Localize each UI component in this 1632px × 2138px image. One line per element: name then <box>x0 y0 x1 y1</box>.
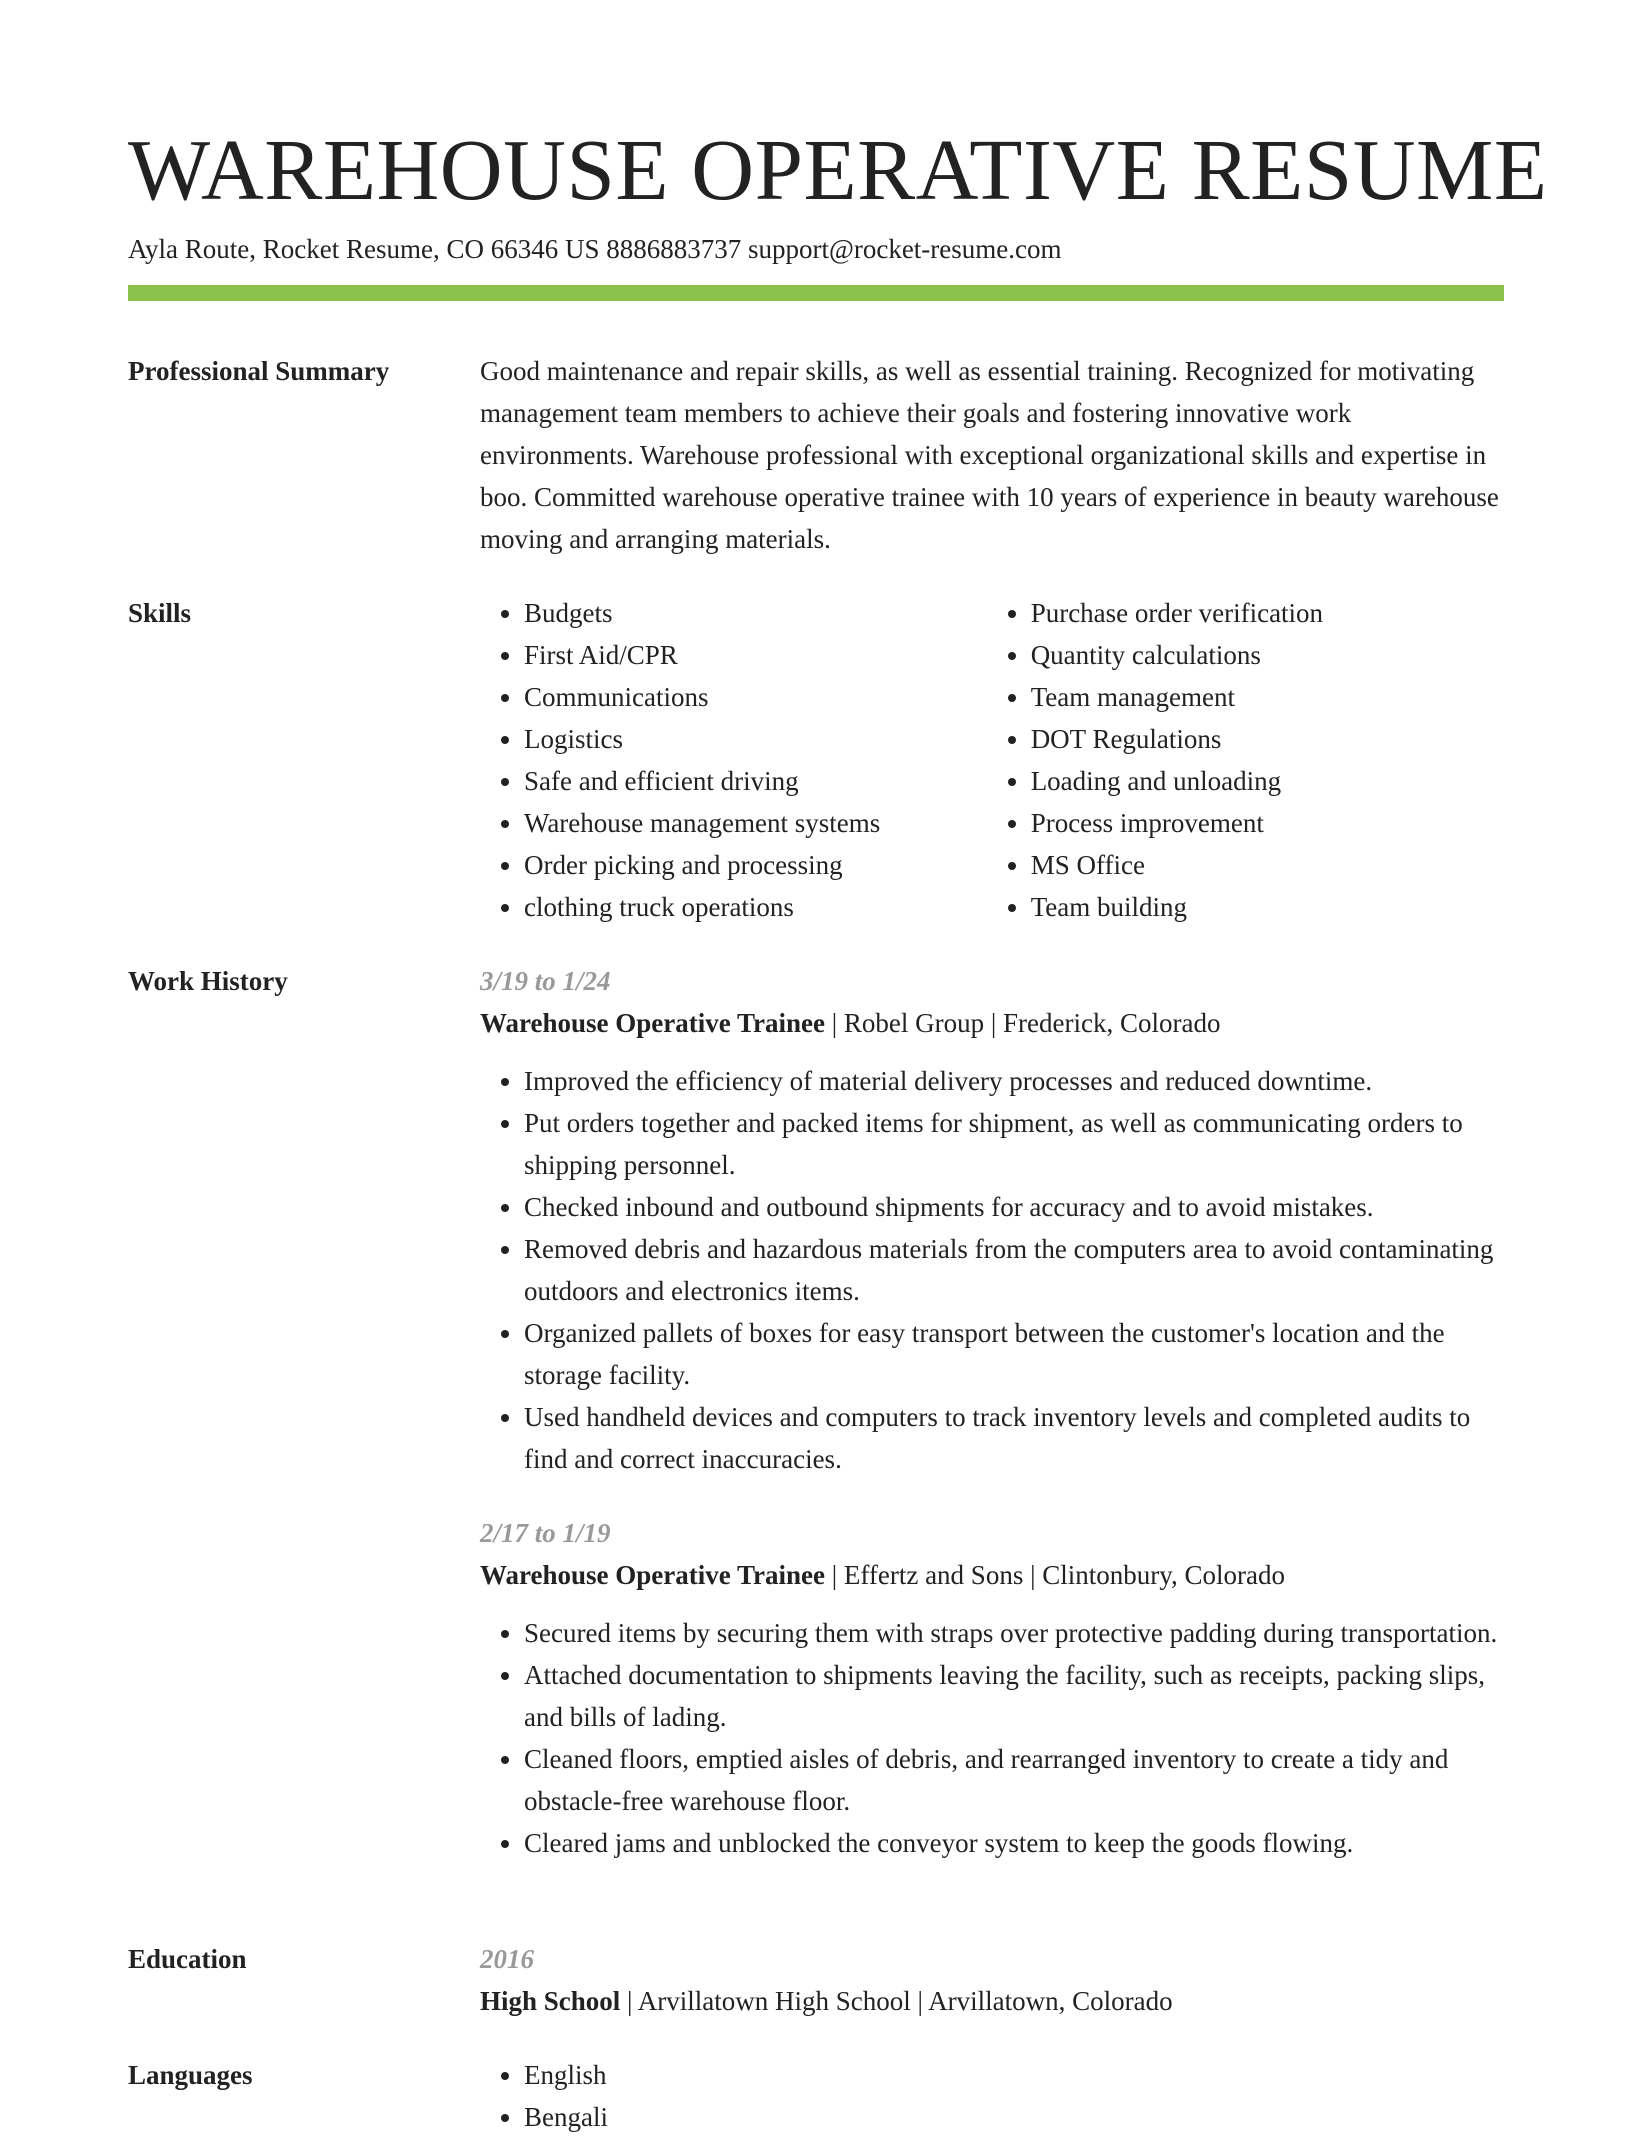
education-degree: High School <box>480 1986 621 2016</box>
language-item: • Bengali <box>524 2096 1504 2138</box>
skill-item: • Purchase order verification <box>1031 592 1504 634</box>
contact-line: Ayla Route, Rocket Resume, CO 66346 US 8886883737 support@rocket-resume.com <box>128 234 1062 264</box>
skill-item: • Budgets <box>524 592 943 634</box>
job-heading <box>480 1554 1504 1596</box>
work-history-label: Work History <box>128 966 288 996</box>
job-details: | Effertz and Sons | Clintonbury, Colorado <box>824 1560 1285 1590</box>
job-entry <box>480 1512 1504 1864</box>
education-details: | Arvillatown High School | Arvillatown, Colorado <box>620 1986 1173 2016</box>
job-bullet: • Used handheld devices and computers to track inventory levels and completed audits to find and correct inaccuracies. <box>524 1396 1504 1480</box>
summary-label: Professional Summary <box>128 356 390 386</box>
skills-columns <box>480 592 1504 928</box>
languages-label: Languages <box>128 2060 253 2090</box>
languages-body <box>480 2054 1504 2138</box>
job-entry <box>480 960 1504 1480</box>
education-date: 2016 <box>480 1944 534 1974</box>
skill-item: • MS Office <box>1031 844 1504 886</box>
skill-item: • Team building <box>1031 886 1504 928</box>
skills-list-right <box>987 592 1504 928</box>
job-title: Warehouse Operative Trainee <box>480 1008 825 1038</box>
skills-label: Skills <box>128 598 192 628</box>
job-bullet: • Cleared jams and unblocked the conveyor system to keep the goods flowing. <box>524 1822 1504 1864</box>
resume-title: WAREHOUSE OPERATIVE RESUME <box>128 121 1548 218</box>
language-item: • English <box>524 2054 1504 2096</box>
skill-item: • Team management <box>1031 676 1504 718</box>
skill-item: • Quantity calculations <box>1031 634 1504 676</box>
languages-list <box>480 2054 1504 2138</box>
summary-body <box>480 350 1504 560</box>
job-bullets <box>480 1060 1504 1480</box>
education-heading <box>480 1980 1504 2022</box>
job-date: 3/19 to 1/24 <box>480 966 611 996</box>
skill-item: • DOT Regulations <box>1031 718 1504 760</box>
job-bullet: • Removed debris and hazardous materials from the computers area to avoid contaminating outdoors and electronics items. <box>524 1228 1504 1312</box>
job-heading <box>480 1002 1504 1044</box>
job-bullet: • Secured items by securing them with straps over protective padding during transportation. <box>524 1612 1504 1654</box>
skills-list-left <box>480 592 943 928</box>
job-bullet: • Attached documentation to shipments leaving the facility, such as receipts, packing slips, and bills of lading. <box>524 1654 1504 1738</box>
skill-item: • Logistics <box>524 718 943 760</box>
job-title: Warehouse Operative Trainee <box>480 1560 825 1590</box>
summary-text: Good maintenance and repair skills, as well as essential training. Recognized for motivating management team members to achieve their goals and fostering innovative work environments. Warehouse professional with exceptional organizational skills and expertise in boo. Committed warehouse operative trainee with 10 years of experience in beauty warehouse moving and arranging materials. <box>480 356 1499 554</box>
job-bullet: • Improved the efficiency of material delivery processes and reduced downtime. <box>524 1060 1504 1102</box>
job-bullets <box>480 1612 1504 1864</box>
skill-item: • Loading and unloading <box>1031 760 1504 802</box>
job-date: 2/17 to 1/19 <box>480 1518 611 1548</box>
skill-item: • clothing truck operations <box>524 886 943 928</box>
education-body <box>480 1938 1504 2022</box>
skill-item: • Communications <box>524 676 943 718</box>
work-history-body-2 <box>480 1512 1504 1864</box>
skill-item: • Safe and efficient driving <box>524 760 943 802</box>
skill-item: • First Aid/CPR <box>524 634 943 676</box>
accent-divider <box>128 285 1504 301</box>
job-bullet: • Put orders together and packed items for shipment, as well as communicating orders to shipping personnel. <box>524 1102 1504 1186</box>
job-details: | Robel Group | Frederick, Colorado <box>824 1008 1221 1038</box>
job-bullet: • Organized pallets of boxes for easy transport between the customer's location and the storage facility. <box>524 1312 1504 1396</box>
skill-item: • Warehouse management systems <box>524 802 943 844</box>
skill-item: • Order picking and processing <box>524 844 943 886</box>
work-history-body <box>480 960 1504 1480</box>
job-bullet: • Checked inbound and outbound shipments for accuracy and to avoid mistakes. <box>524 1186 1504 1228</box>
job-bullet: • Cleaned floors, emptied aisles of debris, and rearranged inventory to create a tidy and obstacle-free warehouse floor. <box>524 1738 1504 1822</box>
education-label: Education <box>128 1944 247 1974</box>
skills-body <box>480 592 1504 928</box>
skill-item: • Process improvement <box>1031 802 1504 844</box>
